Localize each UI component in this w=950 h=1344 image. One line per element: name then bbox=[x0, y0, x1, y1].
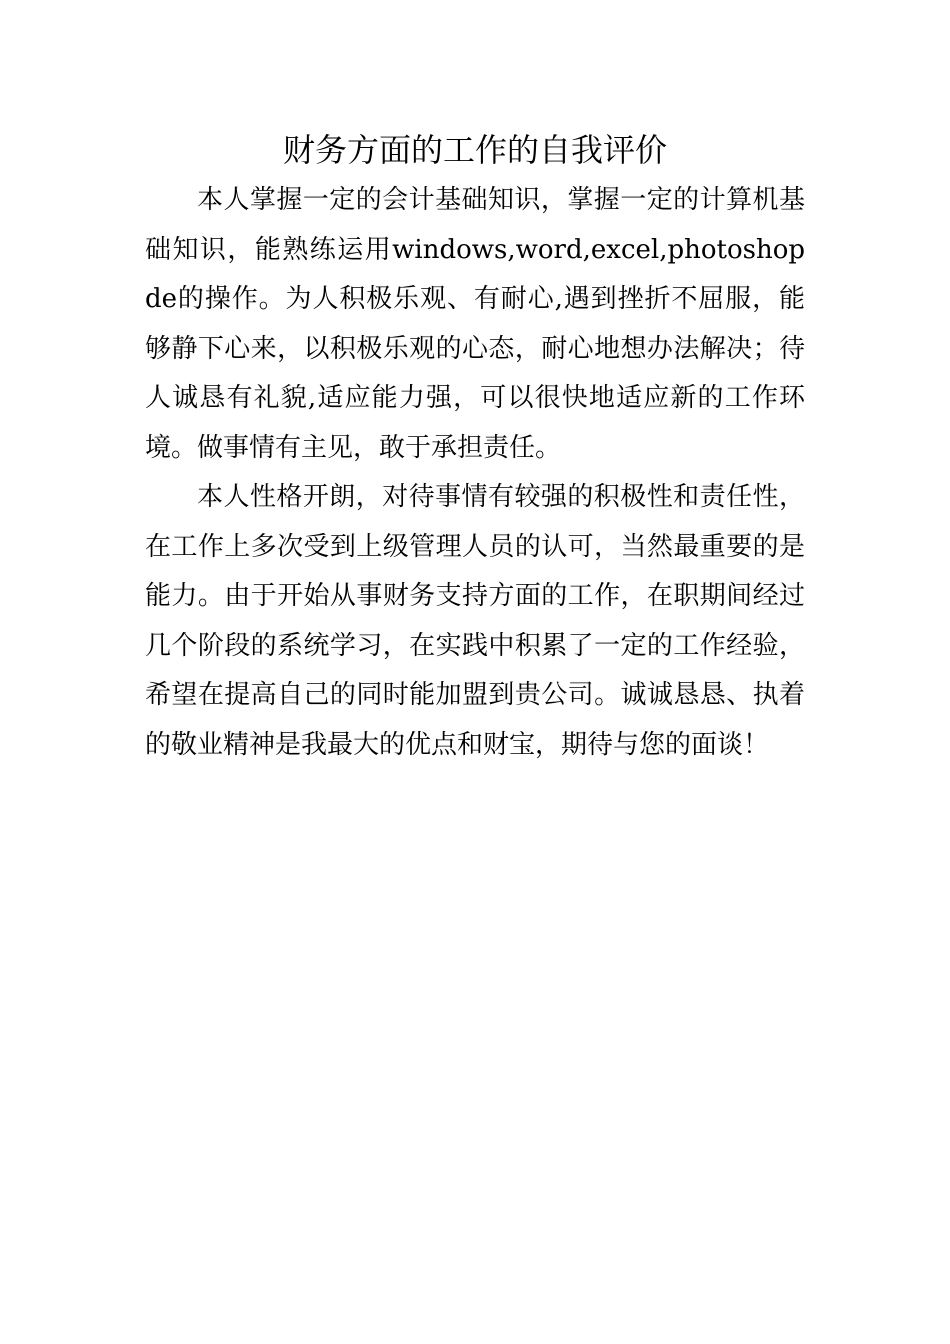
document-body bbox=[145, 176, 805, 770]
document-title: 财务方面的工作的自我评价 bbox=[282, 131, 667, 169]
paragraph-personality: 本人性格开朗，对待事情有较强的积极性和责任性，在工作上多次受到上级管理人员的认可，当然最重要的是能力。由于开始从事财务支持方面的工作，在职期间经过几个阶段的系统学习，在实践中积累了一定的工作经验，希望在提高自己的同时能加盟到贵公司。诚诚恳恳、执着的敬业精神是我最大的优点和财宝，期待与您的面谈！ bbox=[145, 482, 805, 760]
paragraph-self-skills: 本人掌握一定的会计基础知识，掌握一定的计算机基础知识，能熟练运用windows,word,excel,photoshopde的操作。为人积极乐观、有耐心,遇到挫折不屈服，能够静下心来，以积极乐观的心态，耐心地想办法解决；待人诚恳有礼貌,适应能力强，可以很快地适应新的工作环境。做事情有主见，敢于承担责任。 bbox=[145, 185, 805, 463]
